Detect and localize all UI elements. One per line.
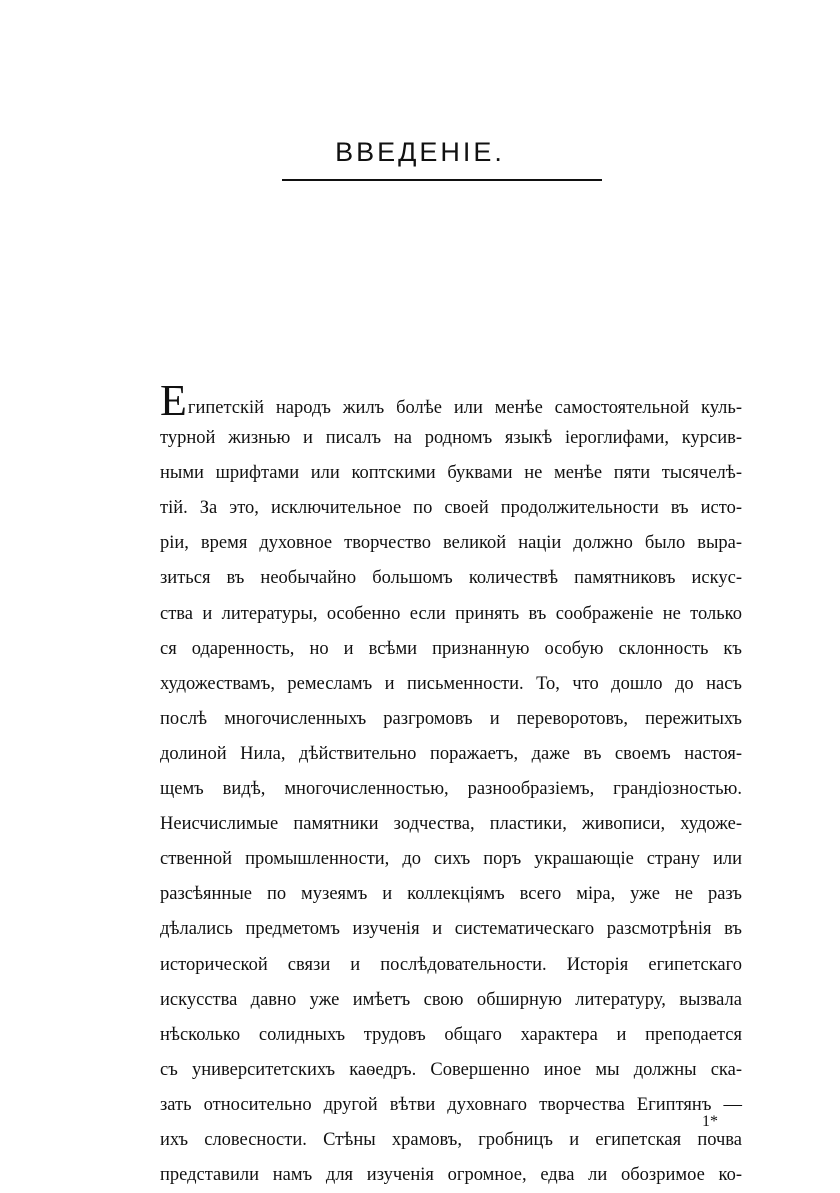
- paragraph-line: турной жизнью и писалъ на родномъ языкѣ іероглифами, курсив-: [160, 428, 742, 449]
- paragraph-line: ства и литературы, особенно если принять въ соображеніе не только: [160, 603, 742, 624]
- paragraph-line: искусства давно уже имѣетъ свою обширную литературу, вызвала: [160, 989, 742, 1010]
- paragraph-line: [160, 376, 742, 425]
- title-underline: [282, 179, 602, 181]
- paragraph-line: нѣсколько солидныхъ трудовъ общаго характера и преподается: [160, 1024, 742, 1045]
- page-number: 1*: [702, 1113, 718, 1130]
- paragraph-line: ными шрифтами или коптскими буквами не менѣе пяти тысячелѣ-: [160, 463, 742, 484]
- paragraph-line: разсѣянные по музеямъ и коллекціямъ всего міра, уже не разъ: [160, 884, 742, 905]
- paragraph-line: ся одаренность, но и всѣми признанную особую склонность къ: [160, 638, 742, 659]
- paragraph-line: ріи, время духовное творчество великой націи должно было выра-: [160, 533, 742, 554]
- paragraph-line: Неисчислимые памятники зодчества, пластики, живописи, художе-: [160, 814, 742, 835]
- paragraph-line: послѣ многочисленныхъ разгромовъ и переворотовъ, пережитыхъ: [160, 708, 742, 729]
- paragraph-line: дѣлались предметомъ изученія и систематическаго разсмотрѣнія въ: [160, 919, 742, 940]
- paragraph-line: ственной промышленности, до сихъ поръ украшающіе страну или: [160, 849, 742, 870]
- paragraph-line: зать относительно другой вѣтви духовнаго творчества Египтянъ —: [160, 1094, 742, 1115]
- drop-cap: Е: [160, 376, 187, 425]
- chapter-title: ВВЕДЕНІЕ.: [335, 137, 505, 167]
- paragraph-line: зиться въ необычайно большомъ количествѣ памятниковъ искус-: [160, 568, 742, 589]
- main-paragraph: [160, 376, 742, 1193]
- paragraph-line: съ университетскихъ каѳедръ. Совершенно иное мы должны ска-: [160, 1059, 742, 1080]
- paragraph-line: тій. За это, исключительное по своей продолжительности въ исто-: [160, 498, 742, 519]
- paragraph-line: исторической связи и послѣдовательности. Исторія египетскаго: [160, 954, 742, 975]
- paragraph-line: ихъ словесности. Стѣны храмовъ, гробницъ и египетская почва: [160, 1129, 742, 1150]
- paragraph-line: художествамъ, ремесламъ и письменности. То, что дошло до насъ: [160, 673, 742, 694]
- paragraph-line: щемъ видѣ, многочисленностью, разнообразіемъ, грандіозностью.: [160, 779, 742, 800]
- paragraph-line: долиной Нила, дѣйствительно поражаетъ, даже въ своемъ настоя-: [160, 743, 742, 764]
- first-line-text: гипетскій народъ жилъ болѣе или менѣе самостоятельной куль-: [187, 398, 742, 418]
- paragraph-line: представили намъ для изученія огромное, едва ли обозримое ко-: [160, 1165, 742, 1186]
